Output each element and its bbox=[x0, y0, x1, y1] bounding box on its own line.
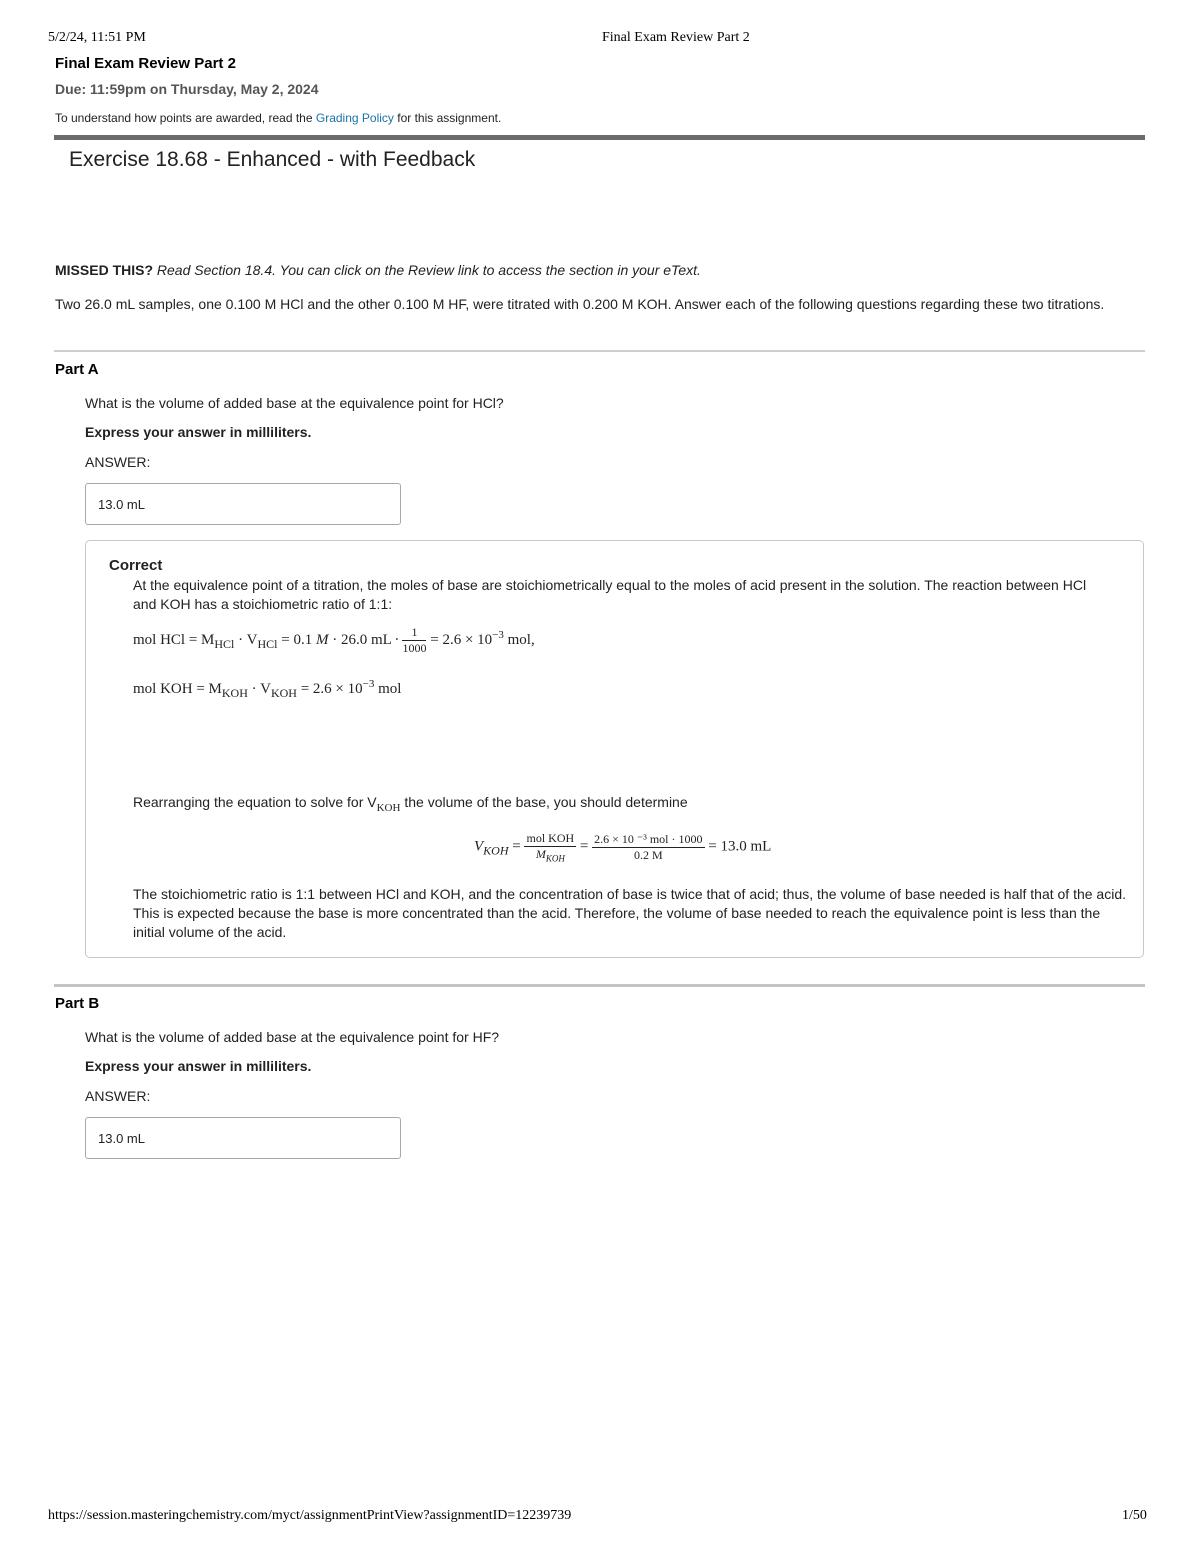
feedback-status: Correct bbox=[109, 557, 163, 574]
feedback-para2: The stoichiometric ratio is 1:1 between HCl and KOH, and the concentration of base is twice that of acid; thus, the volume of base needed is half that of the acid. This is expected because the base is more concentrated than the acid. Therefore, the volume of base needed to reach the equivalence point is less than the initial volume of the acid. bbox=[133, 886, 1127, 940]
print-doc-title: Final Exam Review Part 2 bbox=[602, 30, 750, 45]
part-a-instruction: Express your answer in milliliters. bbox=[85, 424, 312, 440]
rearrange-text: Rearranging the equation to solve for $V_{KOH}$ the volume of the base, you should determine bbox=[133, 794, 688, 814]
part-a-feedback bbox=[85, 540, 1144, 958]
feedback-para1: At the equivalence point of a titration, the moles of base are stoichiometrically equal to the moles of acid present in the solution. The reaction between HCl and KOH has a stoichiometric ratio of 1:1: bbox=[133, 577, 1087, 612]
equation-v-koh: $V_{KOH}$ = $\frac{\text{mol KOH}}{M_{KOH}}$ = $\frac{\text{2.6 × 10 ⁻³ mol · 1000}}{0.2 M}$ = 13.0 mL bbox=[474, 831, 772, 864]
policy-suffix: for this assignment. bbox=[397, 111, 502, 125]
fraction-numeric: $\frac{\text{2.6 × 10 ⁻³ mol · 1000}}{0.2 M}$ bbox=[594, 831, 703, 862]
part-b-answer-value: 13.0 mL bbox=[98, 1131, 145, 1146]
equation-mol-hcl: mol HCl = $M_{HCl} \cdot V_{HCl} = 0.1$ M · 26.0 mL ∙ $\frac{1}{1000}$ = $2.6 \times 10^{-3}$ mol, bbox=[133, 625, 535, 655]
missed-text: Read Section 18.4. You can click on the Review link to access the section in your eText. bbox=[156, 262, 701, 278]
part-a-label: Part A bbox=[55, 361, 99, 378]
exercise-title: Exercise 18.68 - Enhanced - with Feedback bbox=[69, 148, 476, 171]
part-a-answer-value: 13.0 mL bbox=[98, 497, 145, 512]
grading-policy-line bbox=[55, 111, 501, 125]
exercise-intro: Two 26.0 mL samples, one 0.100 M HCl and the other 0.100 M HF, were titrated with 0.200 M KOH. Answer each of the following questions regarding these two titrations. bbox=[55, 296, 1105, 312]
part-a-divider bbox=[54, 350, 1145, 352]
page-number: 1/50 bbox=[1122, 1508, 1147, 1523]
part-a-answer-label: ANSWER: bbox=[85, 454, 151, 470]
part-b-divider bbox=[54, 984, 1145, 987]
fraction-1-over-1000: $\frac{1}{1000}$ bbox=[402, 625, 427, 655]
part-b-instruction: Express your answer in milliliters. bbox=[85, 1058, 312, 1074]
fraction-mol-over-molarity: $\frac{\text{mol KOH}}{M_{KOH}}$ bbox=[526, 831, 575, 864]
missed-label: MISSED THIS? bbox=[55, 262, 154, 278]
policy-prefix: To understand how points are awarded, read the bbox=[55, 111, 313, 125]
part-b-answer-label: ANSWER: bbox=[85, 1088, 151, 1104]
header-divider bbox=[54, 135, 1145, 140]
due-date: Due: 11:59pm on Thursday, May 2, 2024 bbox=[55, 81, 319, 97]
part-b-label: Part B bbox=[55, 995, 100, 1012]
part-a-question: What is the volume of added base at the equivalence point for HCl? bbox=[85, 395, 504, 411]
part-b-question: What is the volume of added base at the equivalence point for HF? bbox=[85, 1029, 500, 1045]
print-timestamp: 5/2/24, 11:51 PM bbox=[48, 30, 146, 45]
equation-mol-koh: mol KOH = $M_{KOH} \cdot V_{KOH} = 2.6 \times 10^{-3}$ mol bbox=[133, 678, 402, 700]
assignment-title: Final Exam Review Part 2 bbox=[55, 55, 236, 72]
footer-url: https://session.masteringchemistry.com/myct/assignmentPrintView?assignmentID=12239739 bbox=[48, 1508, 572, 1523]
grading-policy-link[interactable]: Grading Policy bbox=[315, 111, 394, 125]
missed-this-line bbox=[55, 261, 701, 280]
part-b-answer-field[interactable] bbox=[85, 1117, 401, 1159]
part-a-answer-field[interactable] bbox=[85, 483, 401, 525]
